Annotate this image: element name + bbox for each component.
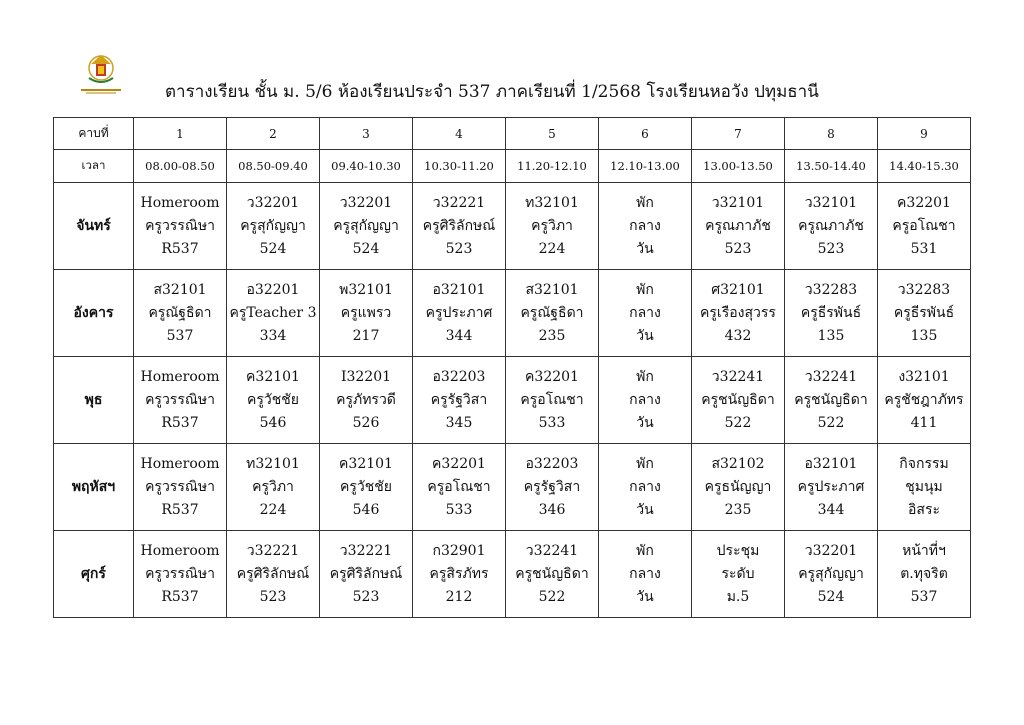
time-label: เวลา bbox=[54, 150, 134, 183]
time-slot: 08.00-08.50 bbox=[134, 150, 227, 183]
subject-code: ง32101 bbox=[898, 368, 950, 385]
room-number: 523 bbox=[352, 588, 380, 605]
room-number: 526 bbox=[352, 414, 380, 431]
subject-code: ศ32101 bbox=[711, 281, 765, 298]
class-cell bbox=[878, 270, 971, 357]
room-number: 537 bbox=[166, 327, 194, 344]
day-row bbox=[54, 183, 971, 270]
room-number: วัน bbox=[636, 501, 654, 518]
time-slot: 08.50-09.40 bbox=[227, 150, 320, 183]
teacher-name: ครูอโณชา bbox=[520, 391, 584, 408]
teacher-name: ครูวรรณิษา bbox=[145, 391, 215, 408]
teacher-name: กลาง bbox=[629, 478, 661, 495]
class-cell bbox=[227, 531, 320, 618]
subject-code: Homeroom bbox=[140, 542, 220, 559]
class-cell bbox=[785, 183, 878, 270]
time-slot: 11.20-12.10 bbox=[506, 150, 599, 183]
period-number: 4 bbox=[413, 118, 506, 150]
teacher-name: ครูเรืองสุวรร bbox=[700, 304, 776, 321]
period-label: คาบที่ bbox=[54, 118, 134, 150]
subject-code: ค32201 bbox=[432, 455, 486, 472]
subject-code: ส32101 bbox=[153, 281, 207, 298]
time-slot: 13.50-14.40 bbox=[785, 150, 878, 183]
room-number: 522 bbox=[724, 414, 752, 431]
room-number: 135 bbox=[817, 327, 845, 344]
subject-code: ค32101 bbox=[246, 368, 300, 385]
period-number: 6 bbox=[599, 118, 692, 150]
room-number: R537 bbox=[161, 588, 199, 605]
teacher-name: ครูแพรว bbox=[340, 304, 392, 321]
teacher-name: ครูวรรณิษา bbox=[145, 217, 215, 234]
period-number: 7 bbox=[692, 118, 785, 150]
day-name: พฤหัสฯ bbox=[54, 444, 134, 531]
subject-code: ส32101 bbox=[525, 281, 579, 298]
teacher-name: ครูวัชชัย bbox=[247, 391, 299, 408]
teacher-name: กลาง bbox=[629, 217, 661, 234]
class-cell bbox=[320, 444, 413, 531]
period-header-row bbox=[54, 118, 971, 150]
subject-code: ค32201 bbox=[525, 368, 579, 385]
subject-code: ท32101 bbox=[525, 194, 579, 211]
period-number: 9 bbox=[878, 118, 971, 150]
day-name: ศุกร์ bbox=[54, 531, 134, 618]
class-cell bbox=[878, 357, 971, 444]
room-number: 523 bbox=[817, 240, 845, 257]
teacher-name: ครูประภาศ bbox=[425, 304, 493, 321]
class-cell bbox=[506, 183, 599, 270]
room-number: R537 bbox=[161, 240, 199, 257]
room-number: 523 bbox=[724, 240, 752, 257]
period-number: 2 bbox=[227, 118, 320, 150]
class-cell bbox=[599, 357, 692, 444]
subject-code: Homeroom bbox=[140, 455, 220, 472]
teacher-name: ครูศิริลักษณ์ bbox=[236, 565, 310, 582]
room-number: 524 bbox=[352, 240, 380, 257]
teacher-name: ครูณัฐธิดา bbox=[520, 304, 584, 321]
subject-code: ว32283 bbox=[804, 281, 858, 298]
room-number: 522 bbox=[817, 414, 845, 431]
teacher-name: ระดับ bbox=[721, 565, 755, 582]
teacher-name: ครูธีรพันธ์ bbox=[800, 304, 862, 321]
subject-code: ว32221 bbox=[246, 542, 300, 559]
time-slot: 09.40-10.30 bbox=[320, 150, 413, 183]
class-cell bbox=[506, 444, 599, 531]
teacher-name: ครูภัทรวดี bbox=[336, 391, 396, 408]
day-row bbox=[54, 444, 971, 531]
teacher-name: ครูสิรภัทร bbox=[429, 565, 489, 582]
class-cell bbox=[413, 444, 506, 531]
subject-code: อ32101 bbox=[432, 281, 486, 298]
teacher-name: ครูชนัญธิดา bbox=[515, 565, 589, 582]
subject-code: Homeroom bbox=[140, 194, 220, 211]
teacher-name: ครูสุกัญญา bbox=[798, 565, 864, 582]
room-number: 235 bbox=[724, 501, 752, 518]
room-number: R537 bbox=[161, 414, 199, 431]
room-number: 346 bbox=[538, 501, 566, 518]
subject-code: ว32241 bbox=[525, 542, 579, 559]
subject-code: ว32101 bbox=[711, 194, 765, 211]
room-number: วัน bbox=[636, 414, 654, 431]
class-cell bbox=[413, 270, 506, 357]
room-number: 344 bbox=[817, 501, 845, 518]
class-cell bbox=[599, 270, 692, 357]
teacher-name: ครูสุกัญญา bbox=[333, 217, 399, 234]
timetable bbox=[53, 117, 971, 618]
subject-code: พัก bbox=[636, 542, 654, 559]
subject-code: ค32201 bbox=[897, 194, 951, 211]
class-cell bbox=[134, 183, 227, 270]
teacher-name: ครูธนัญญา bbox=[704, 478, 772, 495]
subject-code: กิจกรรม bbox=[899, 455, 949, 472]
period-number: 8 bbox=[785, 118, 878, 150]
room-number: 235 bbox=[538, 327, 566, 344]
class-cell bbox=[692, 444, 785, 531]
subject-code: ว32221 bbox=[339, 542, 393, 559]
room-number: 345 bbox=[445, 414, 473, 431]
class-cell bbox=[599, 444, 692, 531]
teacher-name: ครูอโณชา bbox=[892, 217, 956, 234]
subject-code: Homeroom bbox=[140, 368, 220, 385]
time-slot: 13.00-13.50 bbox=[692, 150, 785, 183]
teacher-name: ครูศิริลักษณ์ bbox=[329, 565, 403, 582]
teacher-name: ครูชัชฎาภัทร bbox=[884, 391, 964, 408]
class-cell bbox=[320, 357, 413, 444]
subject-code: พ32101 bbox=[339, 281, 393, 298]
teacher-name: ครูชนัญธิดา bbox=[701, 391, 775, 408]
subject-code: ประชุม bbox=[716, 542, 760, 559]
subject-code: อ32101 bbox=[804, 455, 858, 472]
class-cell bbox=[227, 183, 320, 270]
class-cell bbox=[692, 531, 785, 618]
class-cell bbox=[692, 270, 785, 357]
teacher-name: ครูรัฐวิสา bbox=[430, 391, 488, 408]
class-cell bbox=[320, 531, 413, 618]
teacher-name: ครูประภาศ bbox=[797, 478, 865, 495]
time-row bbox=[54, 150, 971, 183]
subject-code: อ32203 bbox=[432, 368, 486, 385]
subject-code: ค32101 bbox=[339, 455, 393, 472]
class-cell bbox=[785, 357, 878, 444]
room-number: 524 bbox=[817, 588, 845, 605]
class-cell bbox=[506, 531, 599, 618]
subject-code: พัก bbox=[636, 368, 654, 385]
teacher-name: ครูวิภา bbox=[531, 217, 573, 234]
class-cell bbox=[413, 183, 506, 270]
day-row bbox=[54, 270, 971, 357]
subject-code: อ32203 bbox=[525, 455, 579, 472]
class-cell bbox=[878, 183, 971, 270]
class-cell bbox=[134, 531, 227, 618]
class-cell bbox=[692, 183, 785, 270]
room-number: วัน bbox=[636, 240, 654, 257]
teacher-name: ครูรัฐวิสา bbox=[523, 478, 581, 495]
class-cell bbox=[134, 270, 227, 357]
teacher-name: กลาง bbox=[629, 304, 661, 321]
room-number: 344 bbox=[445, 327, 473, 344]
room-number: วัน bbox=[636, 588, 654, 605]
subject-code: ก32901 bbox=[432, 542, 486, 559]
school-emblem-icon bbox=[78, 52, 124, 96]
teacher-name: ครูณภาภัช bbox=[798, 217, 864, 234]
class-cell bbox=[599, 183, 692, 270]
subject-code: อ32201 bbox=[246, 281, 300, 298]
teacher-name: ครูณัฐธิดา bbox=[148, 304, 212, 321]
room-number: 533 bbox=[445, 501, 473, 518]
class-cell bbox=[878, 531, 971, 618]
class-cell bbox=[134, 357, 227, 444]
subject-code: ว32283 bbox=[897, 281, 951, 298]
teacher-name: ครูวัชชัย bbox=[340, 478, 392, 495]
room-number: 224 bbox=[538, 240, 566, 257]
class-cell bbox=[599, 531, 692, 618]
teacher-name: ต.ทุจริต bbox=[900, 565, 948, 582]
class-cell bbox=[785, 270, 878, 357]
class-cell bbox=[320, 270, 413, 357]
class-cell bbox=[785, 531, 878, 618]
room-number: วัน bbox=[636, 327, 654, 344]
subject-code: พัก bbox=[636, 281, 654, 298]
room-number: 537 bbox=[910, 588, 938, 605]
subject-code: I32201 bbox=[340, 368, 392, 385]
room-number: ม.5 bbox=[726, 588, 750, 605]
time-slot: 14.40-15.30 bbox=[878, 150, 971, 183]
subject-code: พัก bbox=[636, 194, 654, 211]
day-name: อังคาร bbox=[54, 270, 134, 357]
period-number: 3 bbox=[320, 118, 413, 150]
teacher-name: ครูวิภา bbox=[252, 478, 294, 495]
day-name: พุธ bbox=[54, 357, 134, 444]
room-number: 523 bbox=[445, 240, 473, 257]
room-number: 212 bbox=[445, 588, 473, 605]
room-number: 523 bbox=[259, 588, 287, 605]
class-cell bbox=[227, 444, 320, 531]
subject-code: ว32201 bbox=[246, 194, 300, 211]
class-cell bbox=[413, 357, 506, 444]
time-slot: 12.10-13.00 bbox=[599, 150, 692, 183]
room-number: 224 bbox=[259, 501, 287, 518]
room-number: 135 bbox=[910, 327, 938, 344]
period-number: 5 bbox=[506, 118, 599, 150]
teacher-name: ครูวรรณิษา bbox=[145, 565, 215, 582]
teacher-name: ครูTeacher 3 bbox=[229, 304, 317, 321]
room-number: 546 bbox=[352, 501, 380, 518]
room-number: 531 bbox=[910, 240, 938, 257]
teacher-name: ชุมนุม bbox=[905, 478, 943, 495]
room-number: R537 bbox=[161, 501, 199, 518]
day-name: จันทร์ bbox=[54, 183, 134, 270]
subject-code: ว32201 bbox=[804, 542, 858, 559]
subject-code: พัก bbox=[636, 455, 654, 472]
subject-code: ว32221 bbox=[432, 194, 486, 211]
teacher-name: ครูวรรณิษา bbox=[145, 478, 215, 495]
subject-code: ว32201 bbox=[339, 194, 393, 211]
class-cell bbox=[413, 531, 506, 618]
subject-code: ส32102 bbox=[711, 455, 765, 472]
teacher-name: กลาง bbox=[629, 565, 661, 582]
teacher-name: ครูณภาภัช bbox=[705, 217, 771, 234]
room-number: 411 bbox=[910, 414, 938, 431]
class-cell bbox=[227, 270, 320, 357]
subject-code: ว32241 bbox=[711, 368, 765, 385]
subject-code: หน้าที่ฯ bbox=[902, 542, 946, 559]
day-row bbox=[54, 531, 971, 618]
room-number: อิสระ bbox=[908, 501, 940, 518]
room-number: 432 bbox=[724, 327, 752, 344]
class-cell bbox=[506, 357, 599, 444]
room-number: 522 bbox=[538, 588, 566, 605]
teacher-name: ครูชนัญธิดา bbox=[794, 391, 868, 408]
page-title: ตารางเรียน ชั้น ม. 5/6 ห้องเรียนประจำ 537 ภาคเรียนที่ 1/2568 โรงเรียนหอวัง ปทุมธานี bbox=[165, 82, 819, 102]
class-cell bbox=[227, 357, 320, 444]
day-row bbox=[54, 357, 971, 444]
class-cell bbox=[134, 444, 227, 531]
teacher-name: กลาง bbox=[629, 391, 661, 408]
class-cell bbox=[320, 183, 413, 270]
subject-code: ว32101 bbox=[804, 194, 858, 211]
teacher-name: ครูอโณชา bbox=[427, 478, 491, 495]
room-number: 533 bbox=[538, 414, 566, 431]
room-number: 217 bbox=[352, 327, 380, 344]
room-number: 334 bbox=[259, 327, 287, 344]
teacher-name: ครูธีรพันธ์ bbox=[893, 304, 955, 321]
class-cell bbox=[506, 270, 599, 357]
teacher-name: ครูสุกัญญา bbox=[240, 217, 306, 234]
time-slot: 10.30-11.20 bbox=[413, 150, 506, 183]
class-cell bbox=[692, 357, 785, 444]
class-cell bbox=[878, 444, 971, 531]
room-number: 546 bbox=[259, 414, 287, 431]
room-number: 524 bbox=[259, 240, 287, 257]
subject-code: ท32101 bbox=[246, 455, 300, 472]
class-cell bbox=[785, 444, 878, 531]
subject-code: ว32241 bbox=[804, 368, 858, 385]
period-number: 1 bbox=[134, 118, 227, 150]
teacher-name: ครูศิริลักษณ์ bbox=[422, 217, 496, 234]
